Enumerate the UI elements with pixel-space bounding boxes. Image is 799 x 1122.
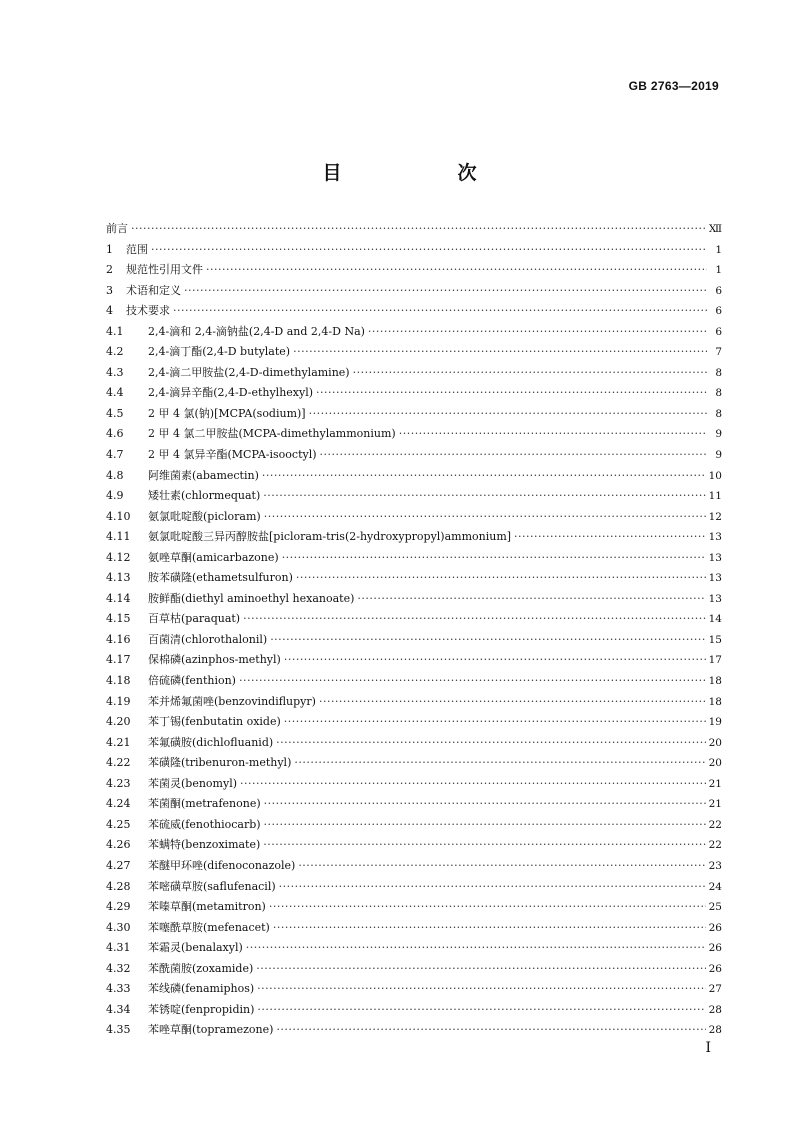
- standard-identifier: GB 2763—2019: [628, 79, 719, 93]
- toc-entry-page: 24: [708, 880, 722, 893]
- toc-entry[interactable]: [106, 527, 722, 548]
- toc-entry-number: 4.14: [106, 591, 131, 605]
- dot-leader: [293, 342, 707, 363]
- toc-entry-title: 苯嗪草酮(metamitron): [148, 900, 266, 914]
- toc-entry[interactable]: [106, 219, 722, 240]
- dot-leader: [353, 363, 707, 384]
- toc-entry-page: 12: [708, 510, 722, 523]
- toc-entry-page: 22: [708, 839, 722, 852]
- toc-entry-number: 4.3: [106, 365, 124, 379]
- dot-leader: [173, 301, 707, 322]
- toc-entry-number: 4.17: [106, 653, 131, 667]
- dot-leader: [246, 938, 706, 959]
- toc-entry[interactable]: [106, 383, 722, 404]
- toc-entry-number: 4.5: [106, 406, 124, 420]
- toc-entry-number: 4.9: [106, 489, 124, 503]
- dot-leader: [270, 630, 705, 651]
- toc-entry-page: 8: [715, 407, 722, 420]
- toc-entry-number: 4.29: [106, 900, 131, 914]
- toc-entry-page: 15: [708, 633, 722, 646]
- toc-entry-page: 20: [708, 757, 722, 770]
- toc-entry-number: 4.32: [106, 961, 131, 975]
- dot-leader: [264, 507, 706, 528]
- toc-entry-page: 18: [708, 695, 722, 708]
- toc-entry-title: 苯菌酮(metrafenone): [148, 797, 261, 811]
- toc-entry-title: 2 甲 4 氯二甲胺盐(MCPA-dimethylammonium): [148, 427, 396, 441]
- dot-leader: [256, 959, 705, 980]
- dot-leader: [320, 445, 707, 466]
- dot-leader: [263, 835, 705, 856]
- toc-entry-page: 21: [708, 798, 722, 811]
- toc-entry-title: 技术要求: [126, 304, 170, 318]
- toc-entry[interactable]: [106, 650, 722, 671]
- toc-entry-title: 氨氯吡啶酸三异丙醇胺盐[picloram-tris(2-hydroxypropyl)ammonium]: [148, 530, 512, 544]
- toc-entry[interactable]: [106, 692, 722, 713]
- toc-entry[interactable]: [106, 815, 722, 836]
- toc-entry-title: 苯唑草酮(topramezone): [148, 1023, 274, 1037]
- dot-leader: [298, 856, 705, 877]
- dot-leader: [240, 774, 706, 795]
- dot-leader: [262, 466, 706, 487]
- toc-entry-number: 4.12: [106, 550, 131, 564]
- toc-entry-page: 8: [715, 366, 722, 379]
- toc-entry[interactable]: [106, 548, 722, 569]
- toc-entry-page: 25: [708, 901, 722, 914]
- dot-leader: [276, 733, 705, 754]
- dot-leader: [284, 650, 706, 671]
- toc-entry-number: 4.4: [106, 386, 124, 400]
- dot-leader: [294, 753, 705, 774]
- toc-entry-title: 百菌清(chlorothalonil): [148, 632, 268, 646]
- toc-entry-title: 倍硫磷(fenthion): [148, 674, 236, 688]
- toc-entry-title: 矮壮素(chlormequat): [148, 489, 261, 503]
- toc-entry[interactable]: [106, 301, 722, 322]
- toc-entry-number: 4.7: [106, 448, 124, 462]
- toc-entry-number: 4.20: [106, 715, 131, 729]
- dot-leader: [309, 404, 707, 425]
- toc-entry-title: 苯螨特(benzoximate): [148, 838, 261, 852]
- toc-entry-page: 1: [715, 264, 722, 277]
- toc-entry-number: 4.25: [106, 817, 131, 831]
- toc-entry-page: 26: [708, 942, 722, 955]
- toc-entry-title: 氨唑草酮(amicarbazone): [148, 550, 279, 564]
- dot-leader: [264, 815, 706, 836]
- toc-entry-title: 苯霜灵(benalaxyl): [148, 941, 243, 955]
- dot-leader: [257, 1000, 705, 1021]
- toc-entry-number: 4.26: [106, 838, 131, 852]
- toc-entry-page: 27: [708, 983, 722, 996]
- toc-entry-page: 18: [708, 675, 722, 688]
- toc-entry[interactable]: [106, 979, 722, 1000]
- toc-entry-title: 苯并烯氟菌唑(benzovindiflupyr): [148, 694, 316, 708]
- toc-entry-page: Ⅻ: [708, 223, 722, 235]
- toc-entry-number: 2: [106, 263, 113, 277]
- toc-entry-title: 苯锈啶(fenpropidin): [148, 1002, 255, 1016]
- toc-entry-number: 4.8: [106, 468, 124, 482]
- dot-leader: [368, 322, 707, 343]
- dot-leader: [296, 568, 706, 589]
- toc-entry-title: 保棉磷(azinphos-methyl): [148, 653, 281, 667]
- toc-entry[interactable]: [106, 260, 722, 281]
- toc-entry-title: 范围: [126, 242, 148, 256]
- toc-entry-title: 规范性引用文件: [126, 263, 203, 277]
- toc-entry-page: 26: [708, 962, 722, 975]
- page-number: Ⅰ: [705, 1040, 711, 1056]
- toc-entry[interactable]: [106, 712, 722, 733]
- toc-entry-number: 3: [106, 283, 113, 297]
- toc-entry-title: 前言: [106, 222, 128, 235]
- toc-entry-number: 4.11: [106, 530, 131, 544]
- toc-entry[interactable]: [106, 671, 722, 692]
- toc-entry-number: 4.21: [106, 735, 131, 749]
- toc-entry[interactable]: [106, 240, 722, 261]
- toc-entry[interactable]: [106, 322, 722, 343]
- toc-entry-page: 6: [715, 284, 722, 297]
- toc-entry-number: 4.24: [106, 797, 131, 811]
- toc-entry-title: 苯线磷(fenamiphos): [148, 982, 255, 996]
- toc-entry[interactable]: [106, 445, 722, 466]
- toc-entry-page: 22: [708, 818, 722, 831]
- toc-entry-page: 13: [708, 551, 722, 564]
- toc-entry-number: 4.22: [106, 756, 131, 770]
- toc-entry-page: 28: [708, 1003, 722, 1016]
- toc-entry-number: 1: [106, 242, 113, 256]
- toc-entry-page: 13: [708, 531, 722, 544]
- toc-entry-page: 9: [715, 428, 722, 441]
- toc-entry-page: 6: [715, 325, 722, 338]
- toc-entry-title: 苯菌灵(benomyl): [148, 776, 238, 790]
- toc-entry-page: 11: [708, 490, 722, 503]
- dot-leader: [276, 1020, 705, 1041]
- toc-entry-number: 4.10: [106, 509, 131, 523]
- toc-entry-number: 4.27: [106, 858, 131, 872]
- toc-entry-number: 4.2: [106, 345, 124, 359]
- toc-entry[interactable]: [106, 281, 722, 302]
- toc-entry-page: 28: [708, 1024, 722, 1037]
- toc-entry-number: 4.16: [106, 632, 131, 646]
- toc-entry-number: 4.18: [106, 674, 131, 688]
- toc-entry-title: 苯醚甲环唑(difenoconazole): [148, 858, 296, 872]
- dot-leader: [243, 609, 706, 630]
- toc-entry[interactable]: [106, 404, 722, 425]
- dot-leader: [279, 877, 706, 898]
- toc-entry[interactable]: [106, 959, 722, 980]
- dot-leader: [316, 383, 707, 404]
- dot-leader: [514, 527, 706, 548]
- table-of-contents: [106, 219, 722, 1041]
- toc-entry-title: 2,4-滴和 2,4-滴钠盐(2,4-D and 2,4-D Na): [148, 324, 365, 338]
- toc-entry-page: 21: [708, 777, 722, 790]
- toc-entry-title: 2,4-滴二甲胺盐(2,4-D-dimethylamine): [148, 365, 350, 379]
- toc-entry-number: 4.35: [106, 1023, 131, 1037]
- dot-leader: [184, 281, 707, 302]
- toc-entry[interactable]: [106, 466, 722, 487]
- toc-entry[interactable]: [106, 835, 722, 856]
- toc-entry-title: 苯硫威(fenothiocarb): [148, 817, 261, 831]
- toc-entry-title: 阿维菌素(abamectin): [148, 468, 259, 482]
- toc-entry-title: 百草枯(paraquat): [148, 612, 241, 626]
- toc-entry-title: 胺鲜酯(diethyl aminoethyl hexanoate): [148, 591, 355, 605]
- dot-leader: [151, 240, 707, 261]
- toc-entry-title: 苯丁锡(fenbutatin oxide): [148, 715, 281, 729]
- toc-entry-title: 苯噻酰草胺(mefenacet): [148, 920, 270, 934]
- toc-entry[interactable]: [106, 609, 722, 630]
- toc-entry-title: 术语和定义: [126, 283, 181, 297]
- toc-entry-page: 26: [708, 921, 722, 934]
- toc-entry[interactable]: [106, 918, 722, 939]
- toc-entry-number: 4.13: [106, 571, 131, 585]
- dot-leader: [357, 589, 705, 610]
- toc-entry-number: 4.31: [106, 941, 131, 955]
- toc-entry[interactable]: [106, 753, 722, 774]
- toc-entry-number: 4: [106, 304, 113, 318]
- toc-entry[interactable]: [106, 856, 722, 877]
- dot-leader: [206, 260, 707, 281]
- toc-entry[interactable]: [106, 1020, 722, 1041]
- toc-entry-title: 胺苯磺隆(ethametsulfuron): [148, 571, 293, 585]
- toc-entry-page: 17: [708, 654, 722, 667]
- toc-entry-title: 2,4-滴丁酯(2,4-D butylate): [148, 345, 291, 359]
- page-title: 目 次: [322, 162, 503, 184]
- toc-entry-number: 4.23: [106, 776, 131, 790]
- toc-entry-title: 2,4-滴异辛酯(2,4-D-ethylhexyl): [148, 386, 314, 400]
- toc-entry[interactable]: [106, 630, 722, 651]
- dot-leader: [257, 979, 705, 1000]
- toc-entry-page: 1: [715, 243, 722, 256]
- toc-entry-page: 20: [708, 736, 722, 749]
- toc-entry-page: 10: [708, 469, 722, 482]
- toc-entry-number: 4.1: [106, 324, 124, 338]
- toc-entry[interactable]: [106, 1000, 722, 1021]
- toc-entry[interactable]: [106, 733, 722, 754]
- toc-entry-page: 7: [715, 346, 722, 359]
- dot-leader: [131, 219, 706, 240]
- toc-entry[interactable]: [106, 342, 722, 363]
- dot-leader: [282, 548, 706, 569]
- toc-entry-number: 4.34: [106, 1002, 131, 1016]
- toc-entry-page: 14: [708, 613, 722, 626]
- toc-entry-title: 氨氯吡啶酸(picloram): [148, 509, 261, 523]
- toc-entry[interactable]: [106, 486, 722, 507]
- toc-entry-title: 苯磺隆(tribenuron-methyl): [148, 756, 292, 770]
- toc-entry-page: 23: [708, 859, 722, 872]
- toc-entry-title: 苯嘧磺草胺(saflufenacil): [148, 879, 276, 893]
- toc-entry-number: 4.6: [106, 427, 124, 441]
- toc-entry-page: 8: [715, 387, 722, 400]
- toc-entry[interactable]: [106, 794, 722, 815]
- toc-entry-title: 苯氟磺胺(dichlofluanid): [148, 735, 274, 749]
- toc-entry[interactable]: [106, 877, 722, 898]
- dot-leader: [319, 692, 706, 713]
- toc-entry-page: 13: [708, 572, 722, 585]
- toc-entry[interactable]: [106, 424, 722, 445]
- toc-entry-page: 19: [708, 716, 722, 729]
- dot-leader: [284, 712, 706, 733]
- toc-entry-number: 4.30: [106, 920, 131, 934]
- toc-entry-number: 4.33: [106, 982, 131, 996]
- toc-entry[interactable]: [106, 507, 722, 528]
- toc-entry[interactable]: [106, 363, 722, 384]
- toc-entry-number: 4.19: [106, 694, 131, 708]
- toc-entry[interactable]: [106, 938, 722, 959]
- toc-entry-number: 4.15: [106, 612, 131, 626]
- toc-entry[interactable]: [106, 897, 722, 918]
- toc-entry-title: 2 甲 4 氯异辛酯(MCPA-isooctyl): [148, 448, 317, 462]
- dot-leader: [269, 897, 706, 918]
- toc-entry-page: 9: [715, 449, 722, 462]
- toc-entry[interactable]: [106, 774, 722, 795]
- toc-entry[interactable]: [106, 589, 722, 610]
- toc-entry-page: 13: [708, 592, 722, 605]
- toc-entry-number: 4.28: [106, 879, 131, 893]
- toc-entry-page: 6: [715, 305, 722, 318]
- dot-leader: [273, 918, 706, 939]
- toc-entry-title: 2 甲 4 氯(钠)[MCPA(sodium)]: [148, 406, 306, 420]
- toc-entry-title: 苯酰菌胺(zoxamide): [148, 961, 254, 975]
- dot-leader: [263, 486, 705, 507]
- dot-leader: [399, 424, 707, 445]
- dot-leader: [264, 794, 706, 815]
- dot-leader: [239, 671, 706, 692]
- toc-entry[interactable]: [106, 568, 722, 589]
